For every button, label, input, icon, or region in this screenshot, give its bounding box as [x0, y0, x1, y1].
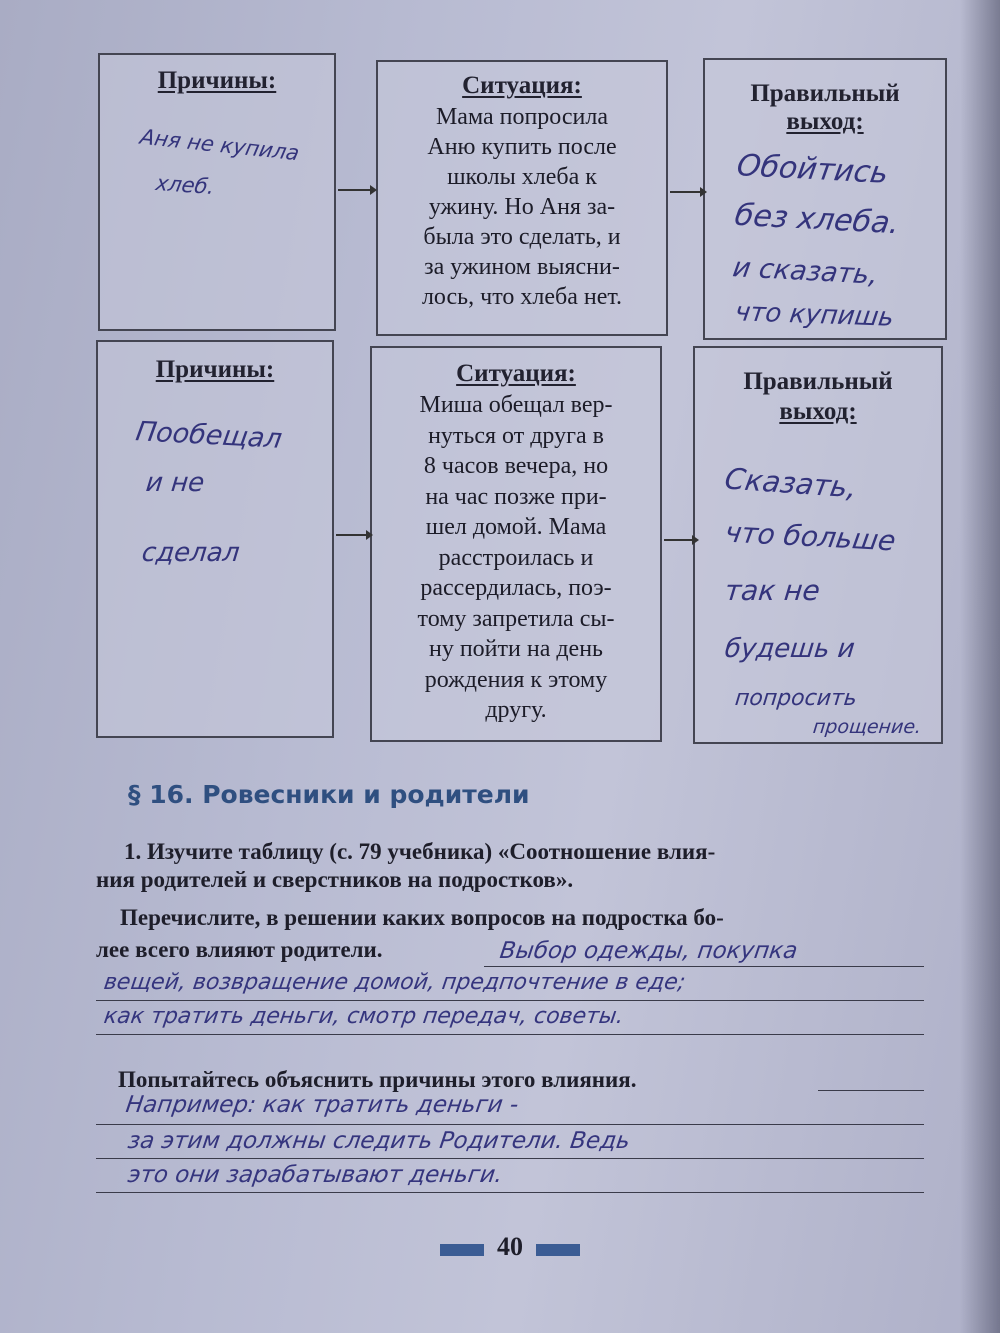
situation-line: шел домой. Мама — [425, 514, 607, 540]
handwritten-solution-1a: Обойтись — [734, 148, 891, 191]
situation-line: лось, что хлеба нет. — [421, 284, 623, 310]
task-text-line1: 1. Изучите таблицу (с. 79 учебника) «Соотношение влия- — [124, 839, 716, 864]
handwritten-cause-1a: Аня не купила — [137, 124, 302, 166]
handwritten-solution-2c: так не — [723, 574, 822, 607]
handwritten-answer-2c: это они зарабатывают деньги. — [126, 1162, 505, 1188]
situation-line: за ужином выясни- — [424, 254, 620, 280]
solution-box-2 — [693, 346, 943, 744]
task-text-line2: ния родителей и сверстников на подростков». — [96, 867, 574, 892]
causes-header: Причины: — [157, 67, 277, 94]
causes-box-2 — [96, 340, 334, 738]
handwritten-solution-2b: что больше — [722, 515, 899, 558]
situation-line: была это сделать, и — [423, 224, 621, 250]
situation-line: 8 часов вечера, но — [423, 453, 609, 479]
answer-line — [96, 1124, 924, 1125]
situation-line: Мама попросила — [435, 104, 609, 130]
handwritten-solution-1b: без хлеба. — [732, 197, 902, 242]
handwritten-answer-1b: вещей, возвращение домой, предпочтение в еде; — [102, 970, 687, 995]
situation-line: ну пойти на день — [428, 636, 603, 662]
solution-box-1 — [703, 58, 947, 340]
handwritten-cause-1b: хлеб. — [153, 171, 217, 199]
answer-line — [96, 1034, 924, 1035]
causes-header: Причины: — [155, 356, 275, 383]
situation-header: Ситуация: — [462, 72, 582, 99]
situation-line: на час позже при- — [425, 483, 607, 510]
answer-line — [484, 966, 924, 967]
handwritten-solution-1c: и сказать, — [730, 252, 881, 291]
arrow-right-icon — [662, 532, 700, 548]
answer-line — [818, 1090, 924, 1091]
situation-line: рождения к этому — [424, 666, 608, 693]
situation-line: Миша обещал вер- — [419, 392, 613, 418]
handwritten-solution-2a: Сказать, — [722, 461, 860, 505]
page-marker-right — [536, 1244, 580, 1256]
situation-box-2 — [370, 346, 662, 742]
arrow-right-icon — [336, 182, 378, 198]
handwritten-solution-2d: будешь и — [723, 634, 857, 664]
task-text-line3: Перечислите, в решении каких вопросов на подростка бо- — [120, 905, 724, 930]
situation-line: расстроилась и — [438, 544, 594, 571]
answer-line — [96, 1192, 924, 1193]
handwritten-answer-2b: за этим должны следить Родители. Ведь — [126, 1128, 632, 1154]
handwritten-cause-2b: и не — [144, 468, 206, 498]
situation-line: Аню купить после — [427, 134, 617, 160]
handwritten-solution-2e: попросить — [733, 686, 859, 711]
situation-header: Ситуация: — [456, 360, 576, 387]
handwritten-answer-1c: как тратить деньги, смотр передач, советы. — [102, 1004, 626, 1029]
situation-text-1 — [386, 102, 658, 312]
handwritten-solution-1d: что купишь — [732, 297, 896, 333]
page-number-text: 40 — [497, 1232, 523, 1261]
question2-text: Попытайтесь объяснить причины этого влияния. — [118, 1067, 637, 1092]
solution-header-line2: выход: — [786, 108, 864, 135]
handwritten-answer-1a: Выбор одежды, покупка — [498, 938, 800, 964]
handwritten-answer-2a: Например: как тратить деньги - — [124, 1092, 521, 1118]
task-text-line4: лее всего влияют родители. — [96, 937, 383, 962]
situation-line: школы хлеба к — [447, 164, 597, 190]
page-number — [440, 1232, 580, 1262]
handwritten-cause-2c: сделал — [140, 538, 242, 568]
solution-header-line1: Правильный — [750, 80, 900, 107]
situation-line: тому запретила сы- — [417, 605, 615, 632]
arrow-right-icon — [668, 184, 708, 200]
causes-box-1 — [98, 53, 336, 331]
section-title: § 16. Ровесники и родители — [128, 780, 530, 809]
solution-header-line1: Правильный — [743, 368, 893, 395]
arrow-right-icon — [334, 527, 374, 543]
situation-box-1 — [376, 60, 668, 336]
handwritten-cause-2a: Пообещал — [133, 416, 285, 455]
answer-line — [96, 1000, 924, 1001]
situation-text-2 — [380, 390, 652, 726]
situation-line: другу. — [485, 697, 547, 723]
solution-header-line2: выход: — [779, 398, 857, 425]
handwritten-solution-2f: прощение. — [811, 716, 923, 738]
situation-line: рассердилась, поэ- — [420, 575, 612, 601]
situation-line: нуться от друга в — [428, 422, 604, 449]
situation-line: ужину. Но Аня за- — [428, 194, 616, 220]
page-marker-left — [440, 1244, 484, 1256]
answer-line — [96, 1158, 924, 1159]
